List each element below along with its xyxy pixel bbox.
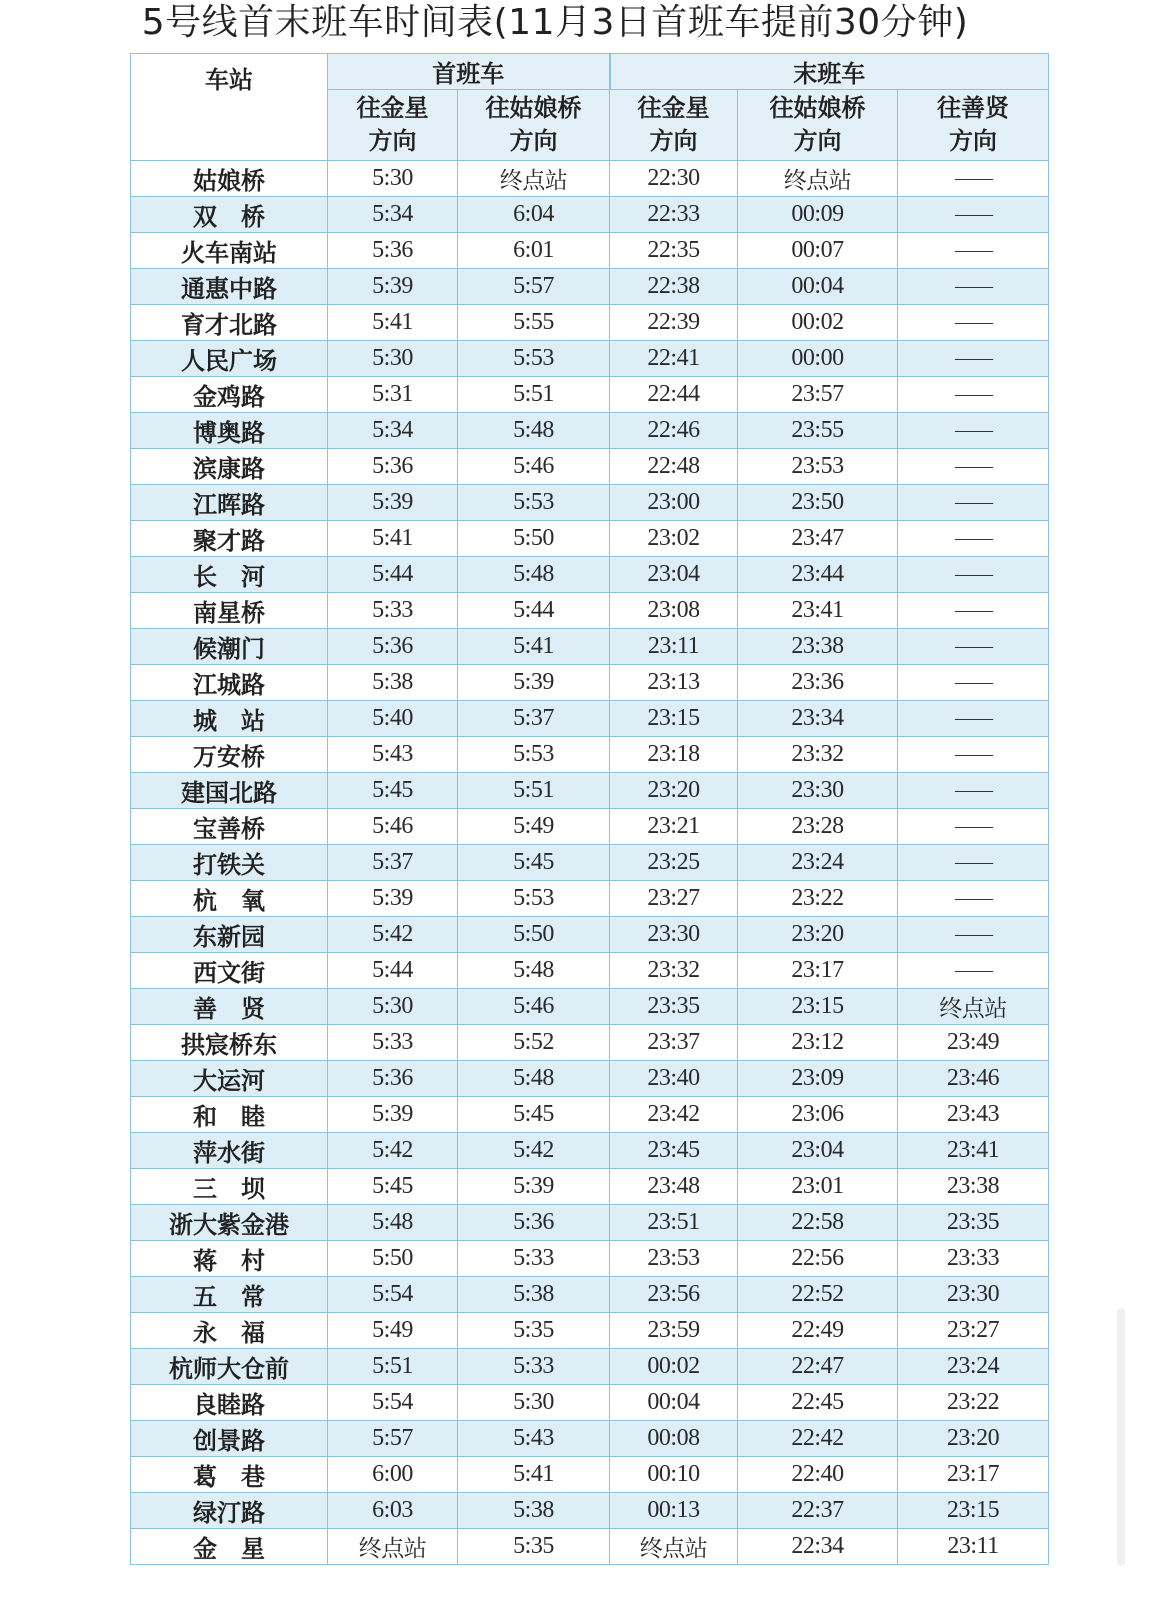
last-to-shanxian-cell: 23:49 (898, 1025, 1049, 1061)
station-name-cell: 滨康路 (131, 449, 328, 485)
table-row (131, 233, 1049, 269)
last-to-guniangqiao-cell: 终点站 (738, 161, 898, 197)
last-to-shanxian-cell: 23:46 (898, 1061, 1049, 1097)
last-to-jinxing-cell: 22:48 (610, 449, 738, 485)
first-to-guniangqiao-cell: 5:46 (458, 449, 610, 485)
first-to-jinxing-cell: 5:42 (328, 1133, 458, 1169)
last-to-jinxing-cell: 23:56 (610, 1277, 738, 1313)
last-to-jinxing-header: 往金星 方向 (610, 90, 738, 161)
station-name-cell: 萍水街 (131, 1133, 328, 1169)
last-to-jinxing-cell: 23:59 (610, 1313, 738, 1349)
last-to-jinxing-cell: 23:42 (610, 1097, 738, 1133)
first-to-jinxing-cell: 5:39 (328, 485, 458, 521)
last-to-guniangqiao-cell: 23:34 (738, 701, 898, 737)
first-to-jinxing-cell: 5:49 (328, 1313, 458, 1349)
first-to-jinxing-cell: 5:40 (328, 701, 458, 737)
first-to-guniangqiao-cell: 5:33 (458, 1241, 610, 1277)
last-to-shanxian-cell: —— (898, 773, 1049, 809)
first-to-jinxing-cell: 5:39 (328, 881, 458, 917)
last-to-jinxing-cell: 23:15 (610, 701, 738, 737)
last-to-jinxing-cell: 22:33 (610, 197, 738, 233)
last-to-shanxian-cell: —— (898, 521, 1049, 557)
table-row (131, 413, 1049, 449)
last-to-guniangqiao-cell: 22:45 (738, 1385, 898, 1421)
last-to-shanxian-cell: 23:27 (898, 1313, 1049, 1349)
last-to-shanxian-cell: —— (898, 233, 1049, 269)
last-to-guniangqiao-cell: 23:57 (738, 377, 898, 413)
last-to-shanxian-cell: —— (898, 449, 1049, 485)
table-row (131, 1421, 1049, 1457)
first-to-jinxing-cell: 5:33 (328, 1025, 458, 1061)
last-to-shanxian-cell: —— (898, 305, 1049, 341)
last-to-jinxing-cell: 23:35 (610, 989, 738, 1025)
first-to-jinxing-cell: 5:48 (328, 1205, 458, 1241)
first-to-guniangqiao-cell: 5:36 (458, 1205, 610, 1241)
table-row (131, 1277, 1049, 1313)
last-to-guniangqiao-cell: 22:58 (738, 1205, 898, 1241)
last-to-guniangqiao-cell: 23:20 (738, 917, 898, 953)
first-to-jinxing-cell: 5:36 (328, 1061, 458, 1097)
first-to-jinxing-cell: 6:00 (328, 1457, 458, 1493)
last-to-guniangqiao-cell: 23:17 (738, 953, 898, 989)
last-to-guniangqiao-cell: 22:47 (738, 1349, 898, 1385)
first-to-jinxing-cell: 5:36 (328, 449, 458, 485)
table-row (131, 269, 1049, 305)
first-to-guniangqiao-cell: 5:48 (458, 413, 610, 449)
last-to-guniangqiao-cell: 23:32 (738, 737, 898, 773)
first-to-jinxing-cell: 5:46 (328, 809, 458, 845)
first-to-guniangqiao-cell: 6:01 (458, 233, 610, 269)
last-to-shanxian-cell: —— (898, 809, 1049, 845)
station-name-cell: 江城路 (131, 665, 328, 701)
station-column-header: 车站 (131, 54, 328, 161)
scrollbar-thumb[interactable] (1117, 1308, 1125, 1566)
page-title: 5号线首末班车时间表(11月3日首班车提前30分钟) (141, 2, 969, 43)
last-to-jinxing-cell: 23:51 (610, 1205, 738, 1241)
station-name-cell: 创景路 (131, 1421, 328, 1457)
station-name-cell: 育才北路 (131, 305, 328, 341)
first-to-jinxing-cell: 5:33 (328, 593, 458, 629)
station-name-cell: 良睦路 (131, 1385, 328, 1421)
last-to-shanxian-cell: 23:17 (898, 1457, 1049, 1493)
first-to-jinxing-cell: 5:45 (328, 1169, 458, 1205)
station-name-cell: 五 常 (131, 1277, 328, 1313)
table-row (131, 1457, 1049, 1493)
station-name-cell: 拱宸桥东 (131, 1025, 328, 1061)
last-to-jinxing-cell: 23:04 (610, 557, 738, 593)
timetable-body (131, 161, 1049, 1565)
last-to-shanxian-cell: —— (898, 341, 1049, 377)
table-row (131, 773, 1049, 809)
last-to-shanxian-header: 往善贤 方向 (898, 90, 1049, 161)
first-to-jinxing-cell: 5:36 (328, 629, 458, 665)
station-name-cell: 善 贤 (131, 989, 328, 1025)
last-to-guniangqiao-cell: 23:24 (738, 845, 898, 881)
last-to-shanxian-cell: 23:38 (898, 1169, 1049, 1205)
last-to-guniangqiao-cell: 23:06 (738, 1097, 898, 1133)
last-to-shanxian-cell: 23:30 (898, 1277, 1049, 1313)
timetable (130, 53, 1049, 1565)
first-to-guniangqiao-cell: 5:39 (458, 1169, 610, 1205)
station-name-cell: 永 福 (131, 1313, 328, 1349)
last-to-jinxing-cell: 00:04 (610, 1385, 738, 1421)
table-row (131, 1241, 1049, 1277)
table-row (131, 665, 1049, 701)
first-to-jinxing-cell: 5:45 (328, 773, 458, 809)
last-to-jinxing-cell: 23:37 (610, 1025, 738, 1061)
first-to-jinxing-cell: 5:37 (328, 845, 458, 881)
last-to-jinxing-cell: 23:40 (610, 1061, 738, 1097)
station-name-cell: 蒋 村 (131, 1241, 328, 1277)
last-to-jinxing-cell: 23:21 (610, 809, 738, 845)
last-to-guniangqiao-cell: 23:01 (738, 1169, 898, 1205)
last-to-shanxian-cell: —— (898, 737, 1049, 773)
first-to-guniangqiao-cell: 5:53 (458, 341, 610, 377)
station-name-cell: 通惠中路 (131, 269, 328, 305)
last-to-guniangqiao-cell: 00:02 (738, 305, 898, 341)
station-name-cell: 双 桥 (131, 197, 328, 233)
table-row (131, 809, 1049, 845)
first-to-jinxing-header: 往金星 方向 (328, 90, 458, 161)
table-row (131, 341, 1049, 377)
last-to-guniangqiao-cell: 23:15 (738, 989, 898, 1025)
last-to-jinxing-cell: 23:20 (610, 773, 738, 809)
first-train-group-header: 首班车 (328, 54, 610, 90)
first-to-guniangqiao-cell: 5:50 (458, 917, 610, 953)
last-to-jinxing-cell: 00:13 (610, 1493, 738, 1529)
last-to-jinxing-cell: 23:27 (610, 881, 738, 917)
table-row (131, 521, 1049, 557)
last-to-jinxing-cell: 22:35 (610, 233, 738, 269)
last-to-shanxian-cell: 终点站 (898, 989, 1049, 1025)
last-to-guniangqiao-cell: 22:42 (738, 1421, 898, 1457)
first-to-jinxing-cell: 终点站 (328, 1529, 458, 1565)
table-row (131, 1493, 1049, 1529)
last-to-jinxing-cell: 23:00 (610, 485, 738, 521)
last-to-jinxing-cell: 23:13 (610, 665, 738, 701)
station-name-cell: 和 睦 (131, 1097, 328, 1133)
last-to-shanxian-cell: —— (898, 197, 1049, 233)
last-to-guniangqiao-cell: 23:09 (738, 1061, 898, 1097)
last-to-shanxian-cell: —— (898, 665, 1049, 701)
last-to-shanxian-cell: 23:43 (898, 1097, 1049, 1133)
last-to-guniangqiao-cell: 23:47 (738, 521, 898, 557)
first-to-jinxing-cell: 5:54 (328, 1277, 458, 1313)
first-to-guniangqiao-cell: 5:53 (458, 881, 610, 917)
station-name-cell: 葛 巷 (131, 1457, 328, 1493)
last-to-jinxing-cell: 23:18 (610, 737, 738, 773)
first-to-guniangqiao-cell: 5:39 (458, 665, 610, 701)
station-name-cell: 人民广场 (131, 341, 328, 377)
first-to-guniangqiao-cell: 6:04 (458, 197, 610, 233)
first-to-jinxing-cell: 5:31 (328, 377, 458, 413)
table-row (131, 161, 1049, 197)
first-to-jinxing-cell: 5:39 (328, 1097, 458, 1133)
last-to-guniangqiao-cell: 22:49 (738, 1313, 898, 1349)
last-to-guniangqiao-cell: 22:40 (738, 1457, 898, 1493)
station-name-cell: 杭师大仓前 (131, 1349, 328, 1385)
first-to-guniangqiao-cell: 5:35 (458, 1313, 610, 1349)
last-to-jinxing-cell: 00:10 (610, 1457, 738, 1493)
first-to-guniangqiao-cell: 5:45 (458, 1097, 610, 1133)
first-to-guniangqiao-cell: 5:30 (458, 1385, 610, 1421)
last-to-guniangqiao-cell: 22:52 (738, 1277, 898, 1313)
table-row (131, 629, 1049, 665)
last-to-guniangqiao-cell: 23:12 (738, 1025, 898, 1061)
table-row (131, 989, 1049, 1025)
last-to-jinxing-cell: 23:25 (610, 845, 738, 881)
table-row (131, 485, 1049, 521)
last-to-shanxian-cell: —— (898, 377, 1049, 413)
last-to-jinxing-cell: 23:32 (610, 953, 738, 989)
last-to-jinxing-cell: 00:08 (610, 1421, 738, 1457)
last-to-shanxian-cell: —— (898, 413, 1049, 449)
first-to-guniangqiao-cell: 5:50 (458, 521, 610, 557)
station-name-cell: 火车南站 (131, 233, 328, 269)
first-to-guniangqiao-cell: 5:53 (458, 737, 610, 773)
last-to-guniangqiao-cell: 23:44 (738, 557, 898, 593)
first-to-guniangqiao-cell: 终点站 (458, 161, 610, 197)
last-to-jinxing-cell: 22:41 (610, 341, 738, 377)
last-to-guniangqiao-cell: 22:56 (738, 1241, 898, 1277)
first-to-guniangqiao-cell: 5:35 (458, 1529, 610, 1565)
station-name-cell: 候潮门 (131, 629, 328, 665)
first-to-guniangqiao-cell: 5:38 (458, 1493, 610, 1529)
last-to-shanxian-cell: —— (898, 485, 1049, 521)
table-row (131, 917, 1049, 953)
table-row (131, 737, 1049, 773)
last-to-jinxing-cell: 22:30 (610, 161, 738, 197)
station-name-cell: 宝善桥 (131, 809, 328, 845)
first-to-guniangqiao-cell: 5:48 (458, 1061, 610, 1097)
station-name-cell: 绿汀路 (131, 1493, 328, 1529)
station-name-cell: 金鸡路 (131, 377, 328, 413)
last-to-shanxian-cell: —— (898, 845, 1049, 881)
last-to-shanxian-cell: —— (898, 701, 1049, 737)
first-to-jinxing-cell: 5:34 (328, 413, 458, 449)
last-to-jinxing-cell: 22:46 (610, 413, 738, 449)
table-row (131, 1313, 1049, 1349)
last-to-jinxing-cell: 22:39 (610, 305, 738, 341)
last-to-guniangqiao-header: 往姑娘桥 方向 (738, 90, 898, 161)
first-to-jinxing-cell: 5:30 (328, 341, 458, 377)
table-row (131, 1205, 1049, 1241)
station-name-cell: 建国北路 (131, 773, 328, 809)
station-name-cell: 杭 氧 (131, 881, 328, 917)
first-to-guniangqiao-cell: 5:51 (458, 773, 610, 809)
station-name-cell: 大运河 (131, 1061, 328, 1097)
last-to-guniangqiao-cell: 23:30 (738, 773, 898, 809)
first-to-guniangqiao-cell: 5:48 (458, 953, 610, 989)
first-to-guniangqiao-cell: 5:37 (458, 701, 610, 737)
last-to-shanxian-cell: 23:20 (898, 1421, 1049, 1457)
station-name-cell: 金 星 (131, 1529, 328, 1565)
first-to-guniangqiao-cell: 5:42 (458, 1133, 610, 1169)
last-to-guniangqiao-cell: 23:38 (738, 629, 898, 665)
first-to-guniangqiao-cell: 5:43 (458, 1421, 610, 1457)
last-to-guniangqiao-cell: 23:53 (738, 449, 898, 485)
last-to-guniangqiao-cell: 23:50 (738, 485, 898, 521)
table-row (131, 305, 1049, 341)
first-to-jinxing-cell: 5:38 (328, 665, 458, 701)
table-row (131, 1385, 1049, 1421)
last-to-jinxing-cell: 终点站 (610, 1529, 738, 1565)
first-to-jinxing-cell: 5:42 (328, 917, 458, 953)
first-to-jinxing-cell: 5:44 (328, 557, 458, 593)
table-row (131, 197, 1049, 233)
table-row (131, 449, 1049, 485)
last-to-guniangqiao-cell: 23:55 (738, 413, 898, 449)
table-row (131, 953, 1049, 989)
table-row (131, 1349, 1049, 1385)
table-row (131, 1025, 1049, 1061)
last-to-jinxing-cell: 22:44 (610, 377, 738, 413)
last-to-shanxian-cell: —— (898, 557, 1049, 593)
last-to-shanxian-cell: 23:35 (898, 1205, 1049, 1241)
first-to-guniangqiao-cell: 5:55 (458, 305, 610, 341)
last-to-shanxian-cell: 23:22 (898, 1385, 1049, 1421)
station-name-cell: 西文街 (131, 953, 328, 989)
first-to-jinxing-cell: 5:44 (328, 953, 458, 989)
first-to-guniangqiao-header: 往姑娘桥 方向 (458, 90, 610, 161)
last-to-guniangqiao-cell: 22:34 (738, 1529, 898, 1565)
table-row (131, 845, 1049, 881)
last-to-jinxing-cell: 22:38 (610, 269, 738, 305)
last-to-shanxian-cell: 23:41 (898, 1133, 1049, 1169)
station-name-cell: 打铁关 (131, 845, 328, 881)
first-to-guniangqiao-cell: 5:57 (458, 269, 610, 305)
last-train-group-header: 末班车 (610, 54, 1049, 90)
table-row (131, 1061, 1049, 1097)
station-name-cell: 南星桥 (131, 593, 328, 629)
station-name-cell: 博奥路 (131, 413, 328, 449)
station-name-cell: 三 坝 (131, 1169, 328, 1205)
first-to-jinxing-cell: 5:39 (328, 269, 458, 305)
first-to-guniangqiao-cell: 5:53 (458, 485, 610, 521)
last-to-guniangqiao-cell: 00:00 (738, 341, 898, 377)
last-to-guniangqiao-cell: 23:22 (738, 881, 898, 917)
station-name-cell: 万安桥 (131, 737, 328, 773)
last-to-guniangqiao-cell: 23:28 (738, 809, 898, 845)
last-to-guniangqiao-cell: 23:04 (738, 1133, 898, 1169)
first-to-guniangqiao-cell: 5:38 (458, 1277, 610, 1313)
last-to-guniangqiao-cell: 23:41 (738, 593, 898, 629)
first-to-guniangqiao-cell: 5:52 (458, 1025, 610, 1061)
table-row (131, 377, 1049, 413)
first-to-jinxing-cell: 5:54 (328, 1385, 458, 1421)
first-to-guniangqiao-cell: 5:41 (458, 629, 610, 665)
last-to-shanxian-cell: 23:24 (898, 1349, 1049, 1385)
last-to-jinxing-cell: 00:02 (610, 1349, 738, 1385)
first-to-jinxing-cell: 5:30 (328, 161, 458, 197)
last-to-shanxian-cell: —— (898, 593, 1049, 629)
last-to-jinxing-cell: 23:30 (610, 917, 738, 953)
last-to-jinxing-cell: 23:45 (610, 1133, 738, 1169)
last-to-shanxian-cell: 23:15 (898, 1493, 1049, 1529)
first-to-guniangqiao-cell: 5:44 (458, 593, 610, 629)
first-to-jinxing-cell: 5:34 (328, 197, 458, 233)
station-name-cell: 聚才路 (131, 521, 328, 557)
last-to-shanxian-cell: —— (898, 629, 1049, 665)
last-to-guniangqiao-cell: 23:36 (738, 665, 898, 701)
station-name-cell: 长 河 (131, 557, 328, 593)
first-to-jinxing-cell: 6:03 (328, 1493, 458, 1529)
station-name-cell: 城 站 (131, 701, 328, 737)
station-name-cell: 姑娘桥 (131, 161, 328, 197)
first-to-jinxing-cell: 5:57 (328, 1421, 458, 1457)
first-to-guniangqiao-cell: 5:51 (458, 377, 610, 413)
first-to-jinxing-cell: 5:30 (328, 989, 458, 1025)
last-to-guniangqiao-cell: 22:37 (738, 1493, 898, 1529)
first-to-jinxing-cell: 5:41 (328, 521, 458, 557)
last-to-jinxing-cell: 23:48 (610, 1169, 738, 1205)
last-to-guniangqiao-cell: 00:09 (738, 197, 898, 233)
first-to-guniangqiao-cell: 5:48 (458, 557, 610, 593)
station-name-cell: 江晖路 (131, 485, 328, 521)
last-to-shanxian-cell: 23:11 (898, 1529, 1049, 1565)
last-to-shanxian-cell: —— (898, 269, 1049, 305)
last-to-jinxing-cell: 23:11 (610, 629, 738, 665)
last-to-guniangqiao-cell: 00:07 (738, 233, 898, 269)
last-to-shanxian-cell: 23:33 (898, 1241, 1049, 1277)
table-row (131, 557, 1049, 593)
first-to-jinxing-cell: 5:51 (328, 1349, 458, 1385)
table-row (131, 881, 1049, 917)
last-to-shanxian-cell: —— (898, 161, 1049, 197)
last-to-jinxing-cell: 23:53 (610, 1241, 738, 1277)
table-row (131, 1529, 1049, 1565)
first-to-guniangqiao-cell: 5:49 (458, 809, 610, 845)
first-to-jinxing-cell: 5:43 (328, 737, 458, 773)
table-row (131, 1169, 1049, 1205)
first-to-guniangqiao-cell: 5:33 (458, 1349, 610, 1385)
station-name-cell: 东新园 (131, 917, 328, 953)
table-row (131, 701, 1049, 737)
first-to-guniangqiao-cell: 5:45 (458, 845, 610, 881)
last-to-shanxian-cell: —— (898, 953, 1049, 989)
first-to-guniangqiao-cell: 5:46 (458, 989, 610, 1025)
last-to-shanxian-cell: —— (898, 917, 1049, 953)
station-name-cell: 浙大紫金港 (131, 1205, 328, 1241)
first-to-jinxing-cell: 5:50 (328, 1241, 458, 1277)
last-to-guniangqiao-cell: 00:04 (738, 269, 898, 305)
first-to-jinxing-cell: 5:41 (328, 305, 458, 341)
table-row (131, 593, 1049, 629)
last-to-jinxing-cell: 23:02 (610, 521, 738, 557)
first-to-guniangqiao-cell: 5:41 (458, 1457, 610, 1493)
last-to-shanxian-cell: —— (898, 881, 1049, 917)
table-row (131, 1133, 1049, 1169)
first-to-jinxing-cell: 5:36 (328, 233, 458, 269)
last-to-jinxing-cell: 23:08 (610, 593, 738, 629)
table-row (131, 1097, 1049, 1133)
